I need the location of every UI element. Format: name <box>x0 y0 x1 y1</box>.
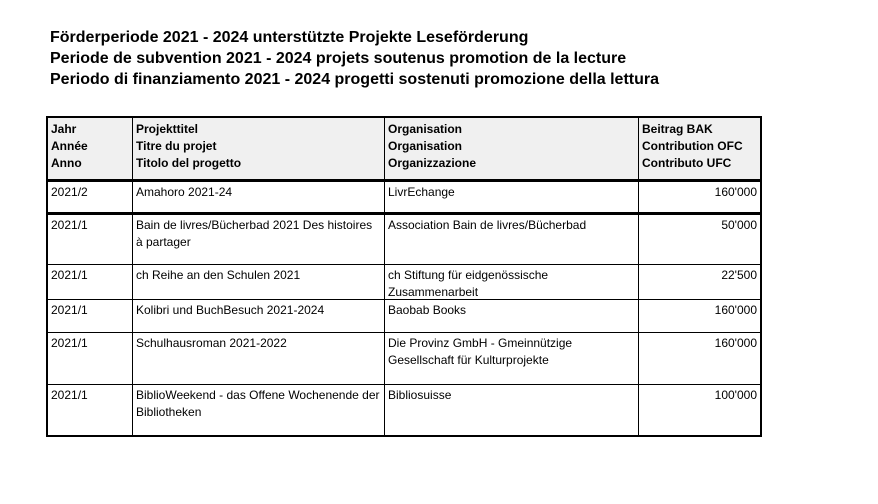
table-row <box>48 333 760 385</box>
header-title-it: Titolo del progetto <box>136 156 242 170</box>
cell-project-title: Amahoro 2021-24 <box>132 182 384 212</box>
header-year-de: Jahr <box>51 122 77 136</box>
header-org-de: Organisation <box>388 122 463 136</box>
header-organisation <box>384 118 638 179</box>
projects-table <box>46 116 762 437</box>
cell-amount: 160'000 <box>638 182 760 212</box>
header-org-fr: Organisation <box>388 139 463 153</box>
cell-amount: 50'000 <box>638 215 760 264</box>
table-row <box>48 265 760 300</box>
title-french: Periode de subvention 2021 - 2024 projets soutenus promotion de la lecture <box>50 50 627 67</box>
header-amount-it: Contributo UFC <box>642 156 732 170</box>
header-contribution <box>638 118 760 179</box>
table-header-row <box>48 118 760 182</box>
cell-year: 2021/1 <box>51 303 88 317</box>
cell-year: 2021/1 <box>51 336 88 350</box>
cell-organisation: Association Bain de livres/Bücherbad <box>384 215 638 264</box>
cell-amount: 160'000 <box>638 333 760 384</box>
header-amount-fr: Contribution OFC <box>642 139 743 153</box>
cell-organisation: Baobab Books <box>384 300 638 332</box>
cell-amount: 160'000 <box>638 300 760 332</box>
table-row <box>48 385 760 435</box>
cell-organisation: LivrEchange <box>384 182 638 212</box>
header-title-de: Projekttitel <box>136 122 199 136</box>
header-amount-de: Beitrag BAK <box>642 122 713 136</box>
cell-project-title: BiblioWeekend - das Offene Wochenende der Bibliotheken <box>132 385 384 435</box>
cell-project-title: Bain de livres/Bücherbad 2021 Des histoires à partager <box>132 215 384 264</box>
cell-organisation: ch Stiftung für eidgenössische Zusammenarbeit <box>384 265 638 299</box>
table-row <box>48 300 760 333</box>
cell-year: 2021/1 <box>51 218 88 232</box>
cell-project-title: Schulhausroman 2021-2022 <box>132 333 384 384</box>
document-title-block <box>50 27 659 90</box>
cell-year: 2021/2 <box>51 185 88 199</box>
table-row <box>48 215 760 265</box>
cell-organisation: Bibliosuisse <box>384 385 638 435</box>
cell-organisation: Die Provinz GmbH - Gmeinnützige Gesellschaft für Kulturprojekte <box>384 333 638 384</box>
header-year-fr: Année <box>51 139 88 153</box>
cell-project-title: Kolibri und BuchBesuch 2021-2024 <box>132 300 384 332</box>
header-year-it: Anno <box>51 156 82 170</box>
cell-amount: 22'500 <box>638 265 760 299</box>
header-org-it: Organizzazione <box>388 156 477 170</box>
title-german: Förderperiode 2021 - 2024 unterstützte Projekte Leseförderung <box>50 29 529 46</box>
title-italian: Periodo di finanziamento 2021 - 2024 progetti sostenuti promozione della lettura <box>50 71 659 88</box>
cell-project-title: ch Reihe an den Schulen 2021 <box>132 265 384 299</box>
cell-year: 2021/1 <box>51 388 88 402</box>
cell-year: 2021/1 <box>51 268 88 282</box>
header-title-fr: Titre du projet <box>136 139 217 153</box>
cell-amount: 100'000 <box>638 385 760 435</box>
header-project-title <box>132 118 384 179</box>
header-year <box>48 118 132 179</box>
table-row <box>48 182 760 215</box>
